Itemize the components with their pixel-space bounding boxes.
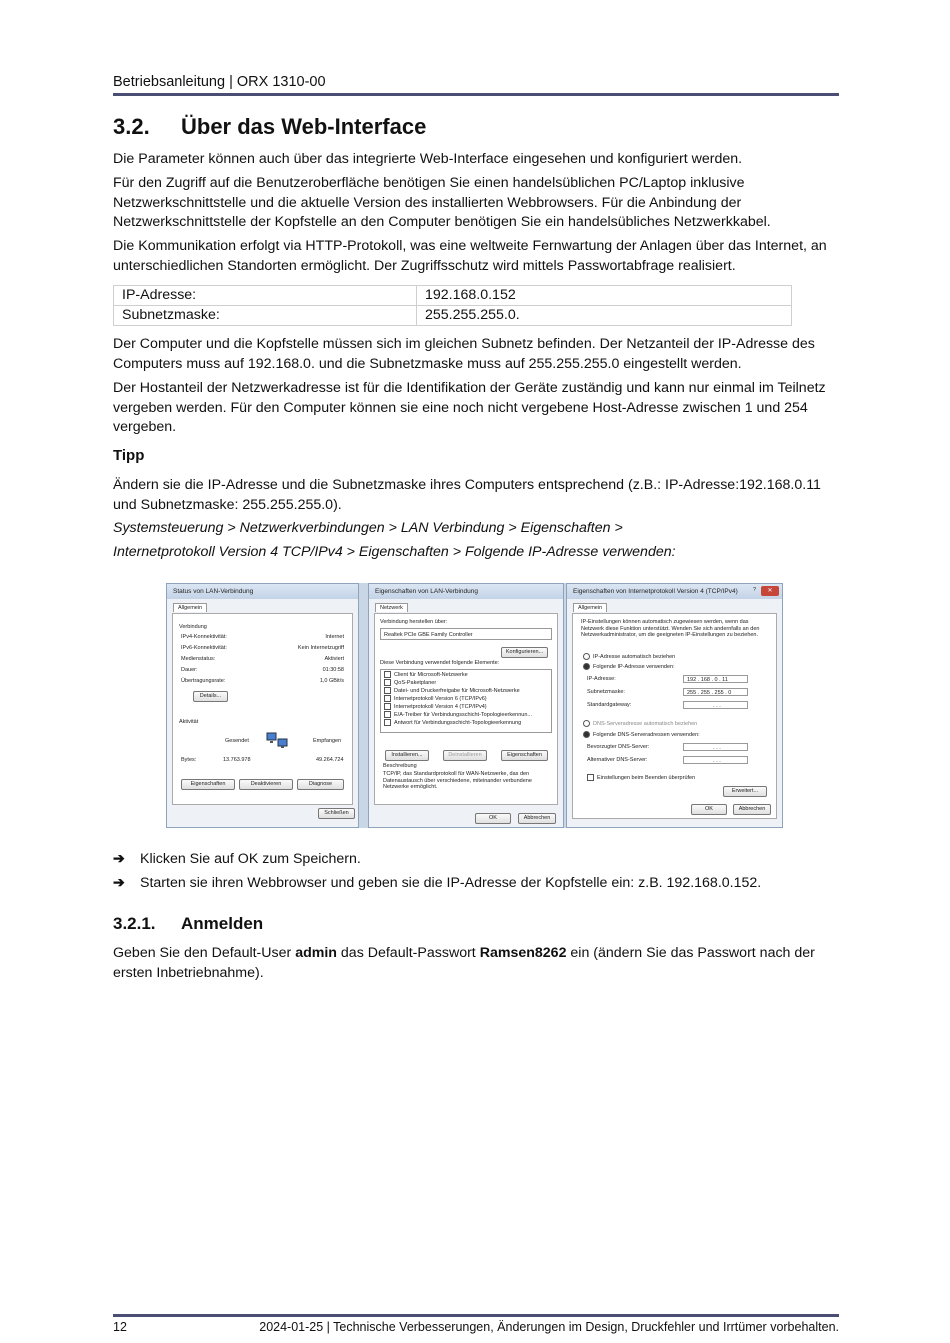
- uninstall-button[interactable]: Deinstallieren: [443, 750, 487, 761]
- arrow-right-icon: ➔: [113, 851, 125, 867]
- step-item: [113, 851, 361, 867]
- auto-ip-option[interactable]: [583, 653, 675, 660]
- network-activity-icon: [266, 732, 288, 748]
- default-user: admin: [295, 945, 337, 961]
- row-value: Kein Internetzugriff: [297, 645, 344, 651]
- checkbox[interactable]: [587, 774, 594, 781]
- item-label: Internetprotokoll Version 4 (TCP/IPv4): [394, 704, 487, 710]
- description-text: TCP/IP, das Standardprotokoll für WAN-Netzwerke, das den Datenaustausch über verschiedene, miteinander verbundene Netzwerke ermöglicht.: [383, 771, 532, 790]
- item-label: Antwort für Verbindungsschicht-Topologieerkennung: [394, 720, 522, 726]
- checkbox[interactable]: [384, 679, 391, 686]
- install-button[interactable]: Installieren...: [385, 750, 429, 761]
- ip-address-label: IP-Adresse:: [587, 676, 616, 682]
- status-window-body: [172, 613, 353, 805]
- subsection-number: 3.2.1.: [113, 914, 156, 933]
- radio-button[interactable]: [583, 720, 590, 727]
- checkbox[interactable]: [384, 671, 391, 678]
- close-icon[interactable]: ✕: [761, 586, 779, 596]
- manual-ip-option[interactable]: [583, 663, 675, 670]
- row-key: Medienstatus:: [181, 656, 216, 662]
- login-text: das Default-Passwort: [336, 945, 480, 961]
- ipv4-intro-text: IP-Einstellungen können automatisch zugewiesen werden, wenn das Netzwerk diese Funktion unterstützt. Wenden Sie sich andernfalls an den Netzwerkadministrator, um die geeigneten IP-Einstellungen zu beziehen.: [581, 619, 760, 638]
- ok-button[interactable]: OK: [475, 813, 511, 824]
- list-item[interactable]: [384, 687, 551, 695]
- properties-button[interactable]: Eigenschaften: [181, 779, 235, 790]
- auto-dns-option[interactable]: [583, 720, 697, 727]
- tab-general: Allgemein: [573, 603, 607, 612]
- lan-properties-title: Eigenschaften von LAN-Verbindung: [369, 584, 563, 599]
- option-label: Folgende IP-Adresse verwenden:: [593, 663, 675, 670]
- paragraph-1: Die Parameter können auch über das integrierte Web-Interface eingesehen und konfiguriert werden.: [113, 151, 743, 167]
- step-text: Klicken Sie auf OK zum Speichern.: [140, 851, 361, 867]
- table-cell-label: IP-Adresse:: [114, 286, 417, 306]
- item-label: E/A-Treiber für Verbindungsschicht-Topologieerkennun...: [394, 712, 532, 718]
- section-number: 3.2.: [113, 114, 150, 139]
- checkbox[interactable]: [384, 695, 391, 702]
- list-item[interactable]: [384, 719, 551, 727]
- option-label: Einstellungen beim Beenden überprüfen: [597, 774, 696, 781]
- subsection-title: Anmelden: [181, 914, 264, 933]
- row-key: Dauer:: [181, 667, 198, 673]
- login-text: Geben Sie den Default-User: [113, 945, 296, 961]
- subsection-heading: [113, 914, 263, 934]
- subnet-mask-field[interactable]: 255 . 255 . 255 . 0: [683, 688, 748, 696]
- section-title: Über das Web-Interface: [181, 114, 427, 139]
- subnet-mask-label: Subnetzmaske:: [587, 689, 625, 695]
- item-label: Datei- und Druckerfreigabe für Microsoft-Netzwerke: [394, 688, 520, 694]
- paragraph-2: Für den Zugriff auf die Benutzeroberfläche benötigen Sie einen handelsüblichen PC/Laptop inklusive Netzwerkschnittstelle und die aktuelle Version des installierten Webbrowsers. Für die Anbindung der Netzwerkschnittstelle der Kopfstelle an den Computer benötigen Sie ein handelsübliches Netzwerkkabel.: [113, 175, 771, 230]
- ipv4-properties-window: [566, 583, 783, 828]
- ok-button[interactable]: OK: [691, 804, 727, 815]
- tip-path-2: Internetprotokoll Version 4 TCP/IPv4 > Eigenschaften > Folgende IP-Adresse verwenden:: [113, 544, 676, 560]
- tip-path-1: Systemsteuerung > Netzwerkverbindungen > LAN Verbindung > Eigenschaften >: [113, 520, 623, 536]
- list-item[interactable]: [384, 711, 551, 719]
- footer-rule: [113, 1314, 839, 1317]
- row-key: Übertragungsrate:: [181, 678, 226, 684]
- row-key: IPv6-Konnektivität:: [181, 645, 227, 651]
- radio-button[interactable]: [583, 653, 590, 660]
- group-connection: Verbindung: [179, 624, 207, 630]
- list-item: [181, 678, 344, 684]
- deactivate-button[interactable]: Deaktivieren: [239, 779, 293, 790]
- paragraph-5: Der Hostanteil der Netzwerkadresse ist für die Identifikation der Geräte zuständig und kann nur einmal im Teilnetz vergeben werden. Für den Computer können sie eine noch nicht vergebene Host-Adresse zwischen 1 und 254 vergeben.: [113, 380, 826, 435]
- option-label: Folgende DNS-Serveradressen verwenden:: [593, 731, 700, 738]
- bytes-sent: 13.763.978: [223, 757, 251, 763]
- status-window: [166, 583, 359, 828]
- tip-text: Ändern sie die IP-Adresse und die Subnetzmaske ihres Computers entsprechend (z.B.: IP-Adresse:192.168.0.11 und Subnetzmaske: 255.255.255.0).: [113, 477, 821, 513]
- uses-elements-label: Diese Verbindung verwendet folgende Elemente:: [380, 660, 500, 666]
- item-label: QoS-Paketplaner: [394, 680, 437, 686]
- list-item[interactable]: [384, 671, 551, 679]
- paragraph-4: Der Computer und die Kopfstelle müssen sich im gleichen Subnetz befinden. Der Netzanteil der IP-Adresse des Computers muss auf 192.168.0. und die Subnetzmaske muss auf 255.255.255.0 eingestellt werden.: [113, 336, 815, 372]
- manual-dns-option[interactable]: [583, 731, 700, 738]
- network-settings-screenshot: [166, 583, 783, 828]
- default-password: Ramsen8262: [479, 945, 567, 961]
- alternate-dns-field[interactable]: . . .: [683, 756, 748, 764]
- radio-button[interactable]: [583, 731, 590, 738]
- login-text: ein (ändern Sie das Passwort nach der ersten Inbetriebnahme).: [113, 945, 815, 981]
- description-heading: Beschreibung: [383, 763, 417, 769]
- sent-label: Gesendet: [225, 738, 249, 744]
- gateway-label: Standardgateway:: [587, 702, 632, 708]
- row-value: 01:30:58: [322, 667, 344, 673]
- diagnose-button[interactable]: Diagnose: [297, 779, 344, 790]
- footer-note: 2024-01-25 | Technische Verbesserungen, Änderungen im Design, Druckfehler und Irrtümer vorbehalten.: [259, 1320, 839, 1334]
- preferred-dns-field[interactable]: . . .: [683, 743, 748, 751]
- table-cell-value: 255.255.255.0.: [417, 306, 792, 326]
- advanced-button[interactable]: Erweitert...: [723, 786, 767, 797]
- group-activity: Aktivität: [179, 719, 199, 725]
- item-label: Internetprotokoll Version 6 (TCP/IPv6): [394, 696, 487, 702]
- list-item[interactable]: [384, 695, 551, 703]
- tab-network: Netzwerk: [375, 603, 408, 612]
- details-button[interactable]: Details...: [193, 691, 228, 702]
- ip-settings-table: [113, 285, 792, 326]
- document-header: Betriebsanleitung | ORX 1310-00: [113, 74, 326, 90]
- tip-heading: Tipp: [113, 447, 145, 464]
- elements-list[interactable]: [380, 669, 552, 733]
- list-item: [181, 667, 344, 673]
- paragraph-3: Die Kommunikation erfolgt via HTTP-Protokoll, was eine weltweite Fernwartung der Anlagen über das Internet, an unterschiedlichen Standorten ermöglicht. Der Zugriffsschutz wird mittels Passwortabfrage realisiert.: [113, 238, 827, 274]
- validate-checkbox[interactable]: [587, 774, 695, 781]
- alternate-dns-label: Alternativer DNS-Server:: [587, 757, 648, 763]
- row-value: Aktiviert: [324, 656, 344, 662]
- row-value: 1,0 GBit/s: [319, 678, 344, 684]
- lan-properties-window: [368, 583, 564, 828]
- checkbox[interactable]: [384, 719, 391, 726]
- item-label: Client für Microsoft-Netzwerke: [394, 672, 468, 678]
- checkbox[interactable]: [384, 687, 391, 694]
- header-rule: [113, 93, 839, 96]
- configure-button[interactable]: Konfigurieren...: [501, 647, 548, 658]
- bytes-label: Bytes:: [181, 757, 197, 763]
- list-item: [181, 634, 344, 640]
- step-text: Starten sie ihren Webbrowser und geben sie die IP-Adresse der Kopfstelle ein: z.B. 192.168.0.152.: [140, 875, 762, 891]
- cancel-button[interactable]: Abbrechen: [733, 804, 771, 815]
- ipv4-properties-title: Eigenschaften von Internetprotokoll Version 4 (TCP/IPv4): [567, 584, 782, 599]
- list-item[interactable]: [384, 679, 551, 687]
- connect-via-label: Verbindung herstellen über:: [380, 619, 448, 625]
- page-number: 12: [113, 1320, 127, 1334]
- gateway-field[interactable]: . . .: [683, 701, 748, 709]
- tab-general: Allgemein: [173, 603, 207, 612]
- ipv4-properties-body: [572, 613, 777, 819]
- row-key: IPv4-Konnektivität:: [181, 634, 227, 640]
- lan-properties-body: [374, 613, 558, 805]
- row-value: Internet: [325, 634, 344, 640]
- table-cell-value: 192.168.0.152: [417, 286, 792, 306]
- table-row: [114, 306, 792, 326]
- help-icon[interactable]: ?: [752, 587, 756, 593]
- table-cell-label: Subnetzmaske:: [114, 306, 417, 326]
- login-paragraph: [113, 944, 839, 983]
- bytes-received: 49.264.724: [316, 757, 344, 763]
- section-heading: [113, 114, 426, 140]
- checkbox[interactable]: [384, 703, 391, 710]
- table-row: [114, 286, 792, 306]
- adapter-field: Realtek PCIe GBE Family Controller: [380, 628, 552, 640]
- option-label: DNS-Serveradresse automatisch beziehen: [593, 720, 698, 727]
- list-item: [181, 645, 344, 651]
- cancel-button[interactable]: Abbrechen: [518, 813, 556, 824]
- checkbox[interactable]: [384, 711, 391, 718]
- list-item[interactable]: [384, 703, 551, 711]
- arrow-right-icon: ➔: [113, 875, 125, 891]
- radio-button[interactable]: [583, 663, 590, 670]
- step-item: [113, 875, 761, 891]
- option-label: IP-Adresse automatisch beziehen: [593, 653, 676, 660]
- ip-address-field[interactable]: 192 . 168 . 0 . 11: [683, 675, 748, 683]
- close-button[interactable]: Schließen: [318, 808, 355, 819]
- status-window-title: Status von LAN-Verbindung: [167, 584, 358, 599]
- properties-button[interactable]: Eigenschaften: [501, 750, 548, 761]
- list-item: [181, 656, 344, 662]
- received-label: Empfangen: [313, 738, 342, 744]
- preferred-dns-label: Bevorzugter DNS-Server:: [587, 744, 650, 750]
